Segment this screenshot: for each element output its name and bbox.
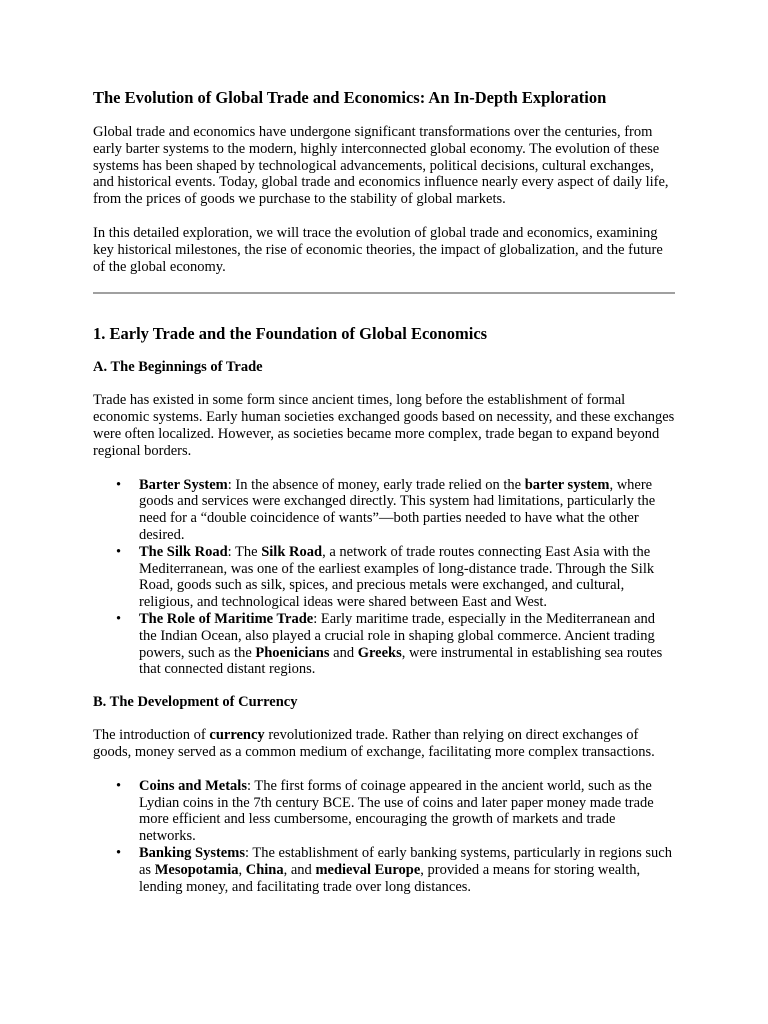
bullet-icon: • xyxy=(116,844,122,861)
currency-bullet-list xyxy=(93,778,675,896)
list-item: • Barter System: In the absence of money, early trade relied on the barter system, where goods and services were exchanged directly. This system had limitations, particularly the need for a “double coincidence of wants”—both parties needed to have what the other desired. xyxy=(116,476,656,543)
subsection-b-paragraph: The introduction of currency revolutionized trade. Rather than relying on direct exchanges of goods, money served as a common medium of exchange, facilitating more complex transactions. xyxy=(93,727,655,760)
bullet-icon: • xyxy=(116,610,122,627)
document-title: The Evolution of Global Trade and Economics: An In-Depth Exploration xyxy=(93,88,607,107)
document-page xyxy=(93,88,675,911)
list-item: • The Silk Road: The Silk Road, a network of trade routes connecting East Asia with the Mediterranean, was one of the earliest examples of long-distance trade. Through the Silk Road, goods such as silk, spices, and precious metals were exchanged, and cultural, religious, and technological ideas were shared between East and West. xyxy=(116,543,655,611)
list-item: • Banking Systems: The establishment of early banking systems, particularly in regions such as Mesopotamia, China, and medieval Europe, provided a means for storing wealth, lending money, and facilitating trade over long distances. xyxy=(116,844,672,895)
trade-bullet-list xyxy=(93,477,675,679)
list-item: • The Role of Maritime Trade: Early maritime trade, especially in the Mediterranean and the Indian Ocean, also played a crucial role in shaping global commerce. Ancient trading powers, such as the Phoenicians and Greeks, were instrumental in establishing sea routes that connected distant regions. xyxy=(116,610,663,678)
subsection-heading-b: B. The Development of Currency xyxy=(93,694,298,711)
subsection-heading-a: A. The Beginnings of Trade xyxy=(93,359,263,376)
list-item: • Coins and Metals: The first forms of coinage appeared in the ancient world, such as the Lydian coins in the 7th century BCE. The use of coins and later paper money made trade more efficient and less cumbersome, encouraging the growth of markets and trade networks. xyxy=(116,777,654,845)
intro-paragraph-2: In this detailed exploration, we will trace the evolution of global trade and economics, examining key historical milestones, the rise of economic theories, the impact of globalization, and the future of the global economy. xyxy=(93,224,663,275)
section-heading: 1. Early Trade and the Foundation of Global Economics xyxy=(93,324,488,344)
bullet-icon: • xyxy=(116,777,122,794)
bullet-icon: • xyxy=(116,476,122,493)
horizontal-divider xyxy=(93,292,675,294)
intro-paragraph-1: Global trade and economics have undergone significant transformations over the centuries, from early barter systems to the modern, highly interconnected global economy. The evolution of these systems has been shaped by technological advancements, political decisions, cultural exchanges, and historical events. Today, global trade and economics influence nearly every aspect of daily life, from the prices of goods we purchase to the stability of global markets. xyxy=(93,124,669,208)
subsection-a-paragraph: Trade has existed in some form since ancient times, long before the establishment of formal economic systems. Early human societies exchanged goods based on necessity, and these exchanges were often localized. However, as societies became more complex, trade began to expand beyond regional borders. xyxy=(93,392,675,459)
bullet-icon: • xyxy=(116,543,122,560)
